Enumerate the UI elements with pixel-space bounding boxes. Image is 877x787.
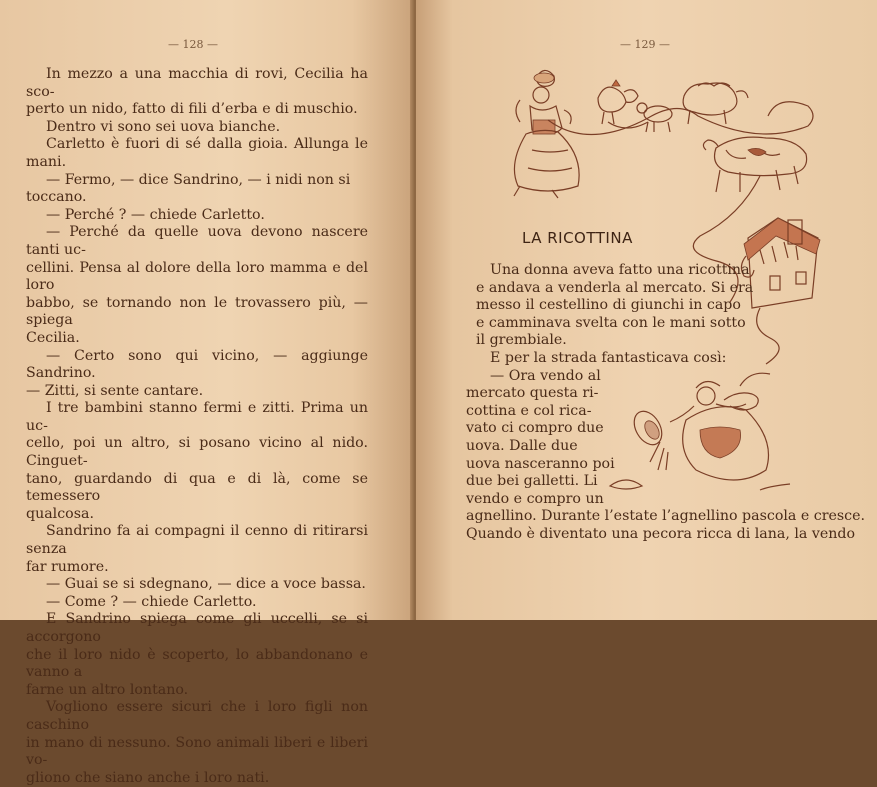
- text-line: cottina e col rica-: [466, 402, 592, 419]
- text-line: mercato questa ri-: [466, 385, 599, 402]
- page-number-right: — 129 —: [620, 38, 670, 51]
- text-line: — Come ? — chiede Carletto.: [46, 593, 257, 610]
- text-line: — Certo sono qui vicino, — aggiunge Sandrino.: [26, 347, 368, 382]
- text-line: In mezzo a una macchia di rovi, Cecilia ha sco-: [26, 66, 368, 100]
- text-line: messo il cestellino di giunchi in capo: [476, 297, 741, 314]
- text-line: — Guai se si sdegnano, — dice a voce bassa.: [46, 576, 366, 593]
- text-line: Carletto è fuori di sé dalla gioia. Allunga le mani.: [26, 136, 368, 170]
- text-line: I tre bambini stanno fermi e zitti. Prima un uc-: [26, 400, 368, 434]
- text-line: vendo e compro un: [466, 490, 604, 507]
- text-line: — Zitti, si sente cantare.: [26, 382, 204, 399]
- text-line: e camminava svelta con le mani sotto: [476, 314, 746, 331]
- text-line: due bei galletti. Li: [466, 473, 598, 490]
- text-line: babbo, se tornando non le trovassero più, — spiega: [26, 294, 368, 329]
- right-page-text: [466, 262, 866, 544]
- text-line: far rumore.: [26, 558, 109, 575]
- text-line: — Ora vendo al: [490, 367, 601, 384]
- text-line: — Perché da quelle uova devono nascere tanti uc-: [26, 224, 368, 258]
- text-line: che il loro nido è scoperto, lo abbandonano e vanno a: [26, 646, 368, 681]
- text-line: Dentro vi sono sei uova bianche.: [46, 118, 281, 135]
- text-line: — Perché ? — chiede Carletto.: [46, 206, 265, 223]
- left-page: [0, 0, 414, 786]
- text-line: farne un altro lontano.: [26, 681, 189, 698]
- text-line: Sandrino fa ai compagni il cenno di ritirarsi senza: [26, 523, 368, 558]
- text-line: Vogliono essere sicuri che i loro figli non caschino: [26, 699, 368, 733]
- text-line: qualcosa.: [26, 505, 94, 522]
- text-line: e andava a venderla al mercato. Si era: [476, 279, 754, 296]
- text-line: tano, guardando di qua e di là, come se temessero: [26, 470, 368, 505]
- text-line: in mano di nessuno. Sono animali liberi e liberi vo-: [26, 734, 368, 769]
- text-line: cellini. Pensa al dolore della loro mamma e del loro: [26, 259, 368, 294]
- text-line: toccano.: [26, 189, 87, 206]
- text-line: Cecilia.: [26, 329, 80, 346]
- text-line: il grembiale.: [476, 332, 567, 349]
- text-line: agnellino. Durante l’estate l’agnellino pascola e cresce.: [466, 508, 866, 525]
- text-line: E per la strada fantasticava così:: [490, 349, 727, 366]
- text-line: gliono che siano anche i loro nati.: [26, 769, 270, 786]
- text-line: cello, poi un altro, si posano vicino al nido. Cinguet-: [26, 435, 368, 470]
- text-line: — Fermo, — dice Sandrino, — i nidi non si: [46, 171, 351, 188]
- text-line: perto un nido, fatto di fili d’erba e di muschio.: [26, 101, 358, 118]
- text-line: E Sandrino spiega come gli uccelli, se si accorgono: [26, 611, 368, 645]
- text-line: Una donna aveva fatto una ricottina: [490, 262, 750, 278]
- text-line: uova nasceranno poi: [466, 455, 615, 472]
- story-title: LA RICOTTINA: [522, 229, 633, 247]
- text-line: Quando è diventato una pecora ricca di lana, la vendo: [466, 525, 856, 542]
- text-line: vato ci compro due: [466, 420, 604, 437]
- page-number-left: — 128 —: [168, 38, 218, 51]
- left-page-text: [26, 66, 368, 787]
- text-line: uova. Dalle due: [466, 437, 578, 454]
